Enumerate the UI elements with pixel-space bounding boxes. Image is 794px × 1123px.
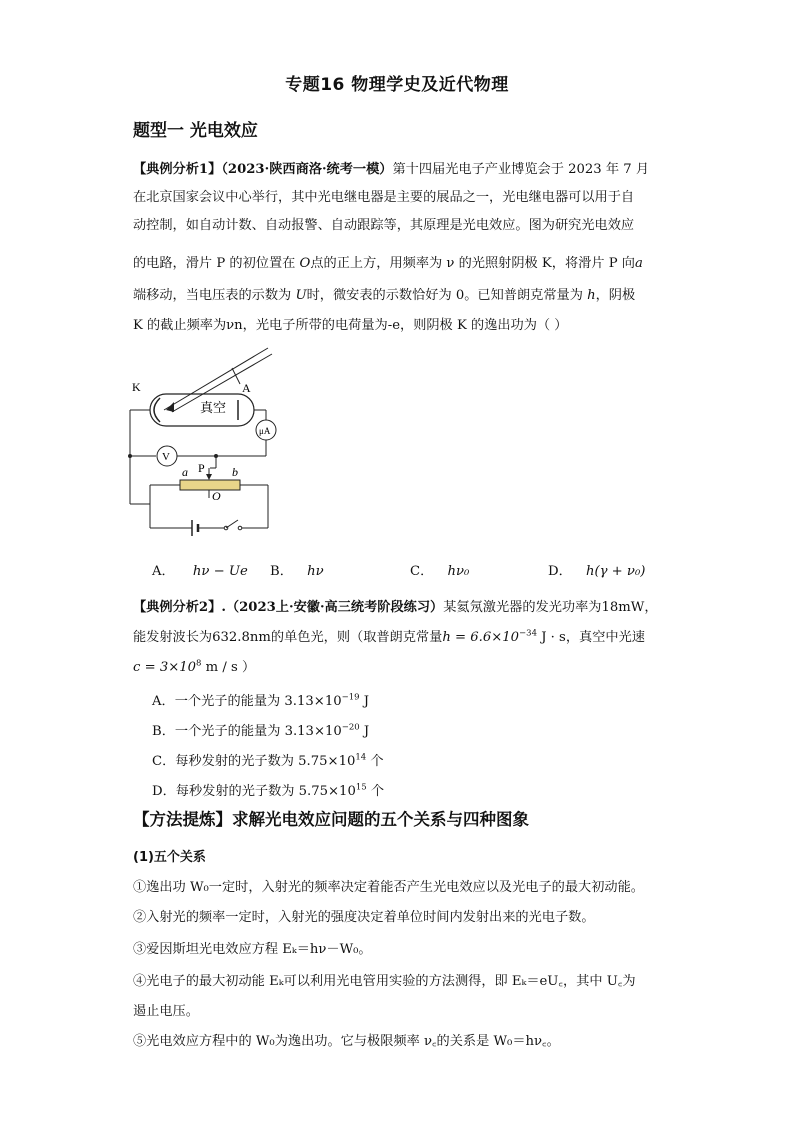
example2-line2 [133, 626, 645, 645]
example1-line1 [133, 158, 649, 177]
option-letter: B． [270, 564, 293, 579]
exponent: −19 [341, 692, 360, 703]
method-item-4-cont: 遏止电压。 [133, 1004, 199, 1019]
example1-option-C [410, 560, 469, 579]
exponent: −34 [519, 628, 537, 639]
unit: J · s [537, 630, 566, 645]
example1-source: （2023·陕西商洛·统考一模） [221, 162, 393, 177]
label-microammeter: μA [259, 426, 271, 436]
method-item-5: ⑤光电效应方程中的 W₀为逸出功。它与极限频率 ν꜀的关系是 W₀＝hν꜀。 [133, 1034, 560, 1049]
option-text: hν − Ue [192, 564, 248, 579]
switch-lever [226, 520, 238, 528]
option-text: 每秒发射的光子数为 5.75×10 [175, 784, 356, 799]
method-subheading: (1)五个关系 [133, 850, 206, 865]
exponent: 14 [355, 752, 367, 763]
example1-symbol-U: U [295, 288, 307, 303]
unit: 个 [366, 784, 385, 799]
section-title: 题型一 光电效应 [133, 121, 258, 141]
option-letter: D． [548, 564, 572, 579]
method-item-1: ①逸出功 W₀一定时，入射光的频率决定着能否产生光电效应以及光电子的最大初动能。 [133, 880, 644, 895]
unit: J [359, 694, 370, 709]
example2-option-A [152, 690, 369, 709]
option-text: 每秒发射的光子数为 5.75×10 [175, 754, 356, 769]
example2-option-B [152, 720, 369, 739]
example1-line3: 动控制，如自动计数、自动报警、自动跟踪等，其原理是光电效应。图为研究光电效应 [133, 218, 635, 233]
light-arrow-head [166, 402, 174, 412]
example2-option-C [152, 750, 384, 769]
cathode-K [154, 398, 160, 422]
example1-text-span: 点的正上方，用频率为 ν 的光照射阴极 K，将滑片 P 向 [310, 256, 635, 271]
label-b: b [232, 465, 238, 479]
method-title: 【方法提炼】求解光电效应问题的五个关系与四种图象 [133, 810, 529, 829]
option-letter: A． [152, 564, 175, 579]
example1-line2: 在北京国家会议中心举行，其中光电继电器是主要的展品之一，光电继电器可以用于自 [133, 190, 635, 205]
option-letter: C． [410, 564, 434, 579]
document-title: 专题16 物理学史及近代物理 [285, 75, 509, 95]
example1-line6: K 的截止频率为νn，光电子所带的电荷量为-e，则阴极 K 的逸出功为（ ） [133, 318, 568, 333]
example1-text: 第十四届光电子产业博览会于 2023 年 7 月 [392, 162, 650, 177]
rheostat [180, 480, 240, 490]
example1-option-A [152, 560, 248, 579]
option-text: 一个光子的能量为 3.13×10 [174, 724, 342, 739]
label-K: K [132, 380, 141, 394]
option-text: 一个光子的能量为 3.13×10 [174, 694, 342, 709]
exponent: 8 [196, 658, 202, 669]
photoelectric-circuit-diagram [120, 340, 300, 540]
option-letter: A． [152, 694, 175, 709]
option-letter: C． [152, 754, 176, 769]
example1-text-span: 的电路，滑片 P 的初位置在 [133, 256, 300, 271]
junction-dot [128, 454, 132, 458]
method-item-3: ③爱因斯坦光电效应方程 Eₖ＝hν－W₀。 [133, 942, 372, 957]
example1-line4 [133, 252, 643, 271]
label-A: A [242, 381, 251, 395]
option-letter: D． [152, 784, 176, 799]
switch-contact [238, 526, 242, 530]
option-letter: B． [152, 724, 175, 739]
method-item-4: ④光电子的最大初动能 Eₖ可以利用光电管用实验的方法测得，即 Eₖ＝eU꜀，其中 U꜀为 [133, 974, 636, 989]
example2-source: .（2023上·安徽·高三统考阶段练习） [221, 600, 444, 615]
example1-text-span: ，阴极 [595, 288, 636, 303]
example1-text-span: 时，微安表的示数恰好为 0。已知普朗克常量为 [306, 288, 588, 303]
label-P: P [198, 461, 205, 475]
example1-label: 【典例分析1】 [133, 162, 222, 177]
unit: J [359, 724, 370, 739]
example1-line5 [133, 284, 635, 303]
label-O: O [212, 489, 221, 503]
exponent: −20 [341, 722, 360, 733]
label-a: a [182, 465, 188, 479]
example2-text: ，真空中光速 [565, 630, 645, 645]
option-text: hν₀ [447, 564, 470, 579]
planck-constant: h = 6.6×10 [442, 630, 520, 645]
example2-label: 【典例分析2】 [133, 600, 222, 615]
example1-option-D [548, 560, 645, 579]
example2-line1 [133, 596, 658, 615]
method-item-2: ②入射光的频率一定时，入射光的强度决定着单位时间内发射出来的光电子数。 [133, 910, 595, 925]
option-text: h(γ + ν₀) [585, 564, 646, 579]
example1-text-span: 端移动，当电压表的示数为 [133, 288, 296, 303]
exponent: 15 [355, 782, 367, 793]
example2-text: 能发射波长为632.8nm的单色光，则（取普朗克常量 [133, 630, 443, 645]
label-voltmeter: V [162, 451, 170, 463]
speed-of-light: c = 3×10 [133, 660, 197, 675]
example1-symbol-a: a [634, 256, 643, 271]
unit: m / s ） [201, 660, 256, 675]
example2-option-D [152, 780, 384, 799]
example2-line3 [133, 656, 255, 675]
label-vacuum: 真空 [200, 400, 227, 415]
option-text: hν [307, 564, 324, 579]
example2-text: 某氦氖激光器的发光功率为18mW， [443, 600, 658, 615]
slider-P-arrow [206, 474, 212, 480]
example1-symbol-h: h [587, 288, 596, 303]
unit: 个 [366, 754, 384, 769]
example1-option-B [270, 560, 324, 579]
example1-symbol-O: O [299, 256, 311, 271]
